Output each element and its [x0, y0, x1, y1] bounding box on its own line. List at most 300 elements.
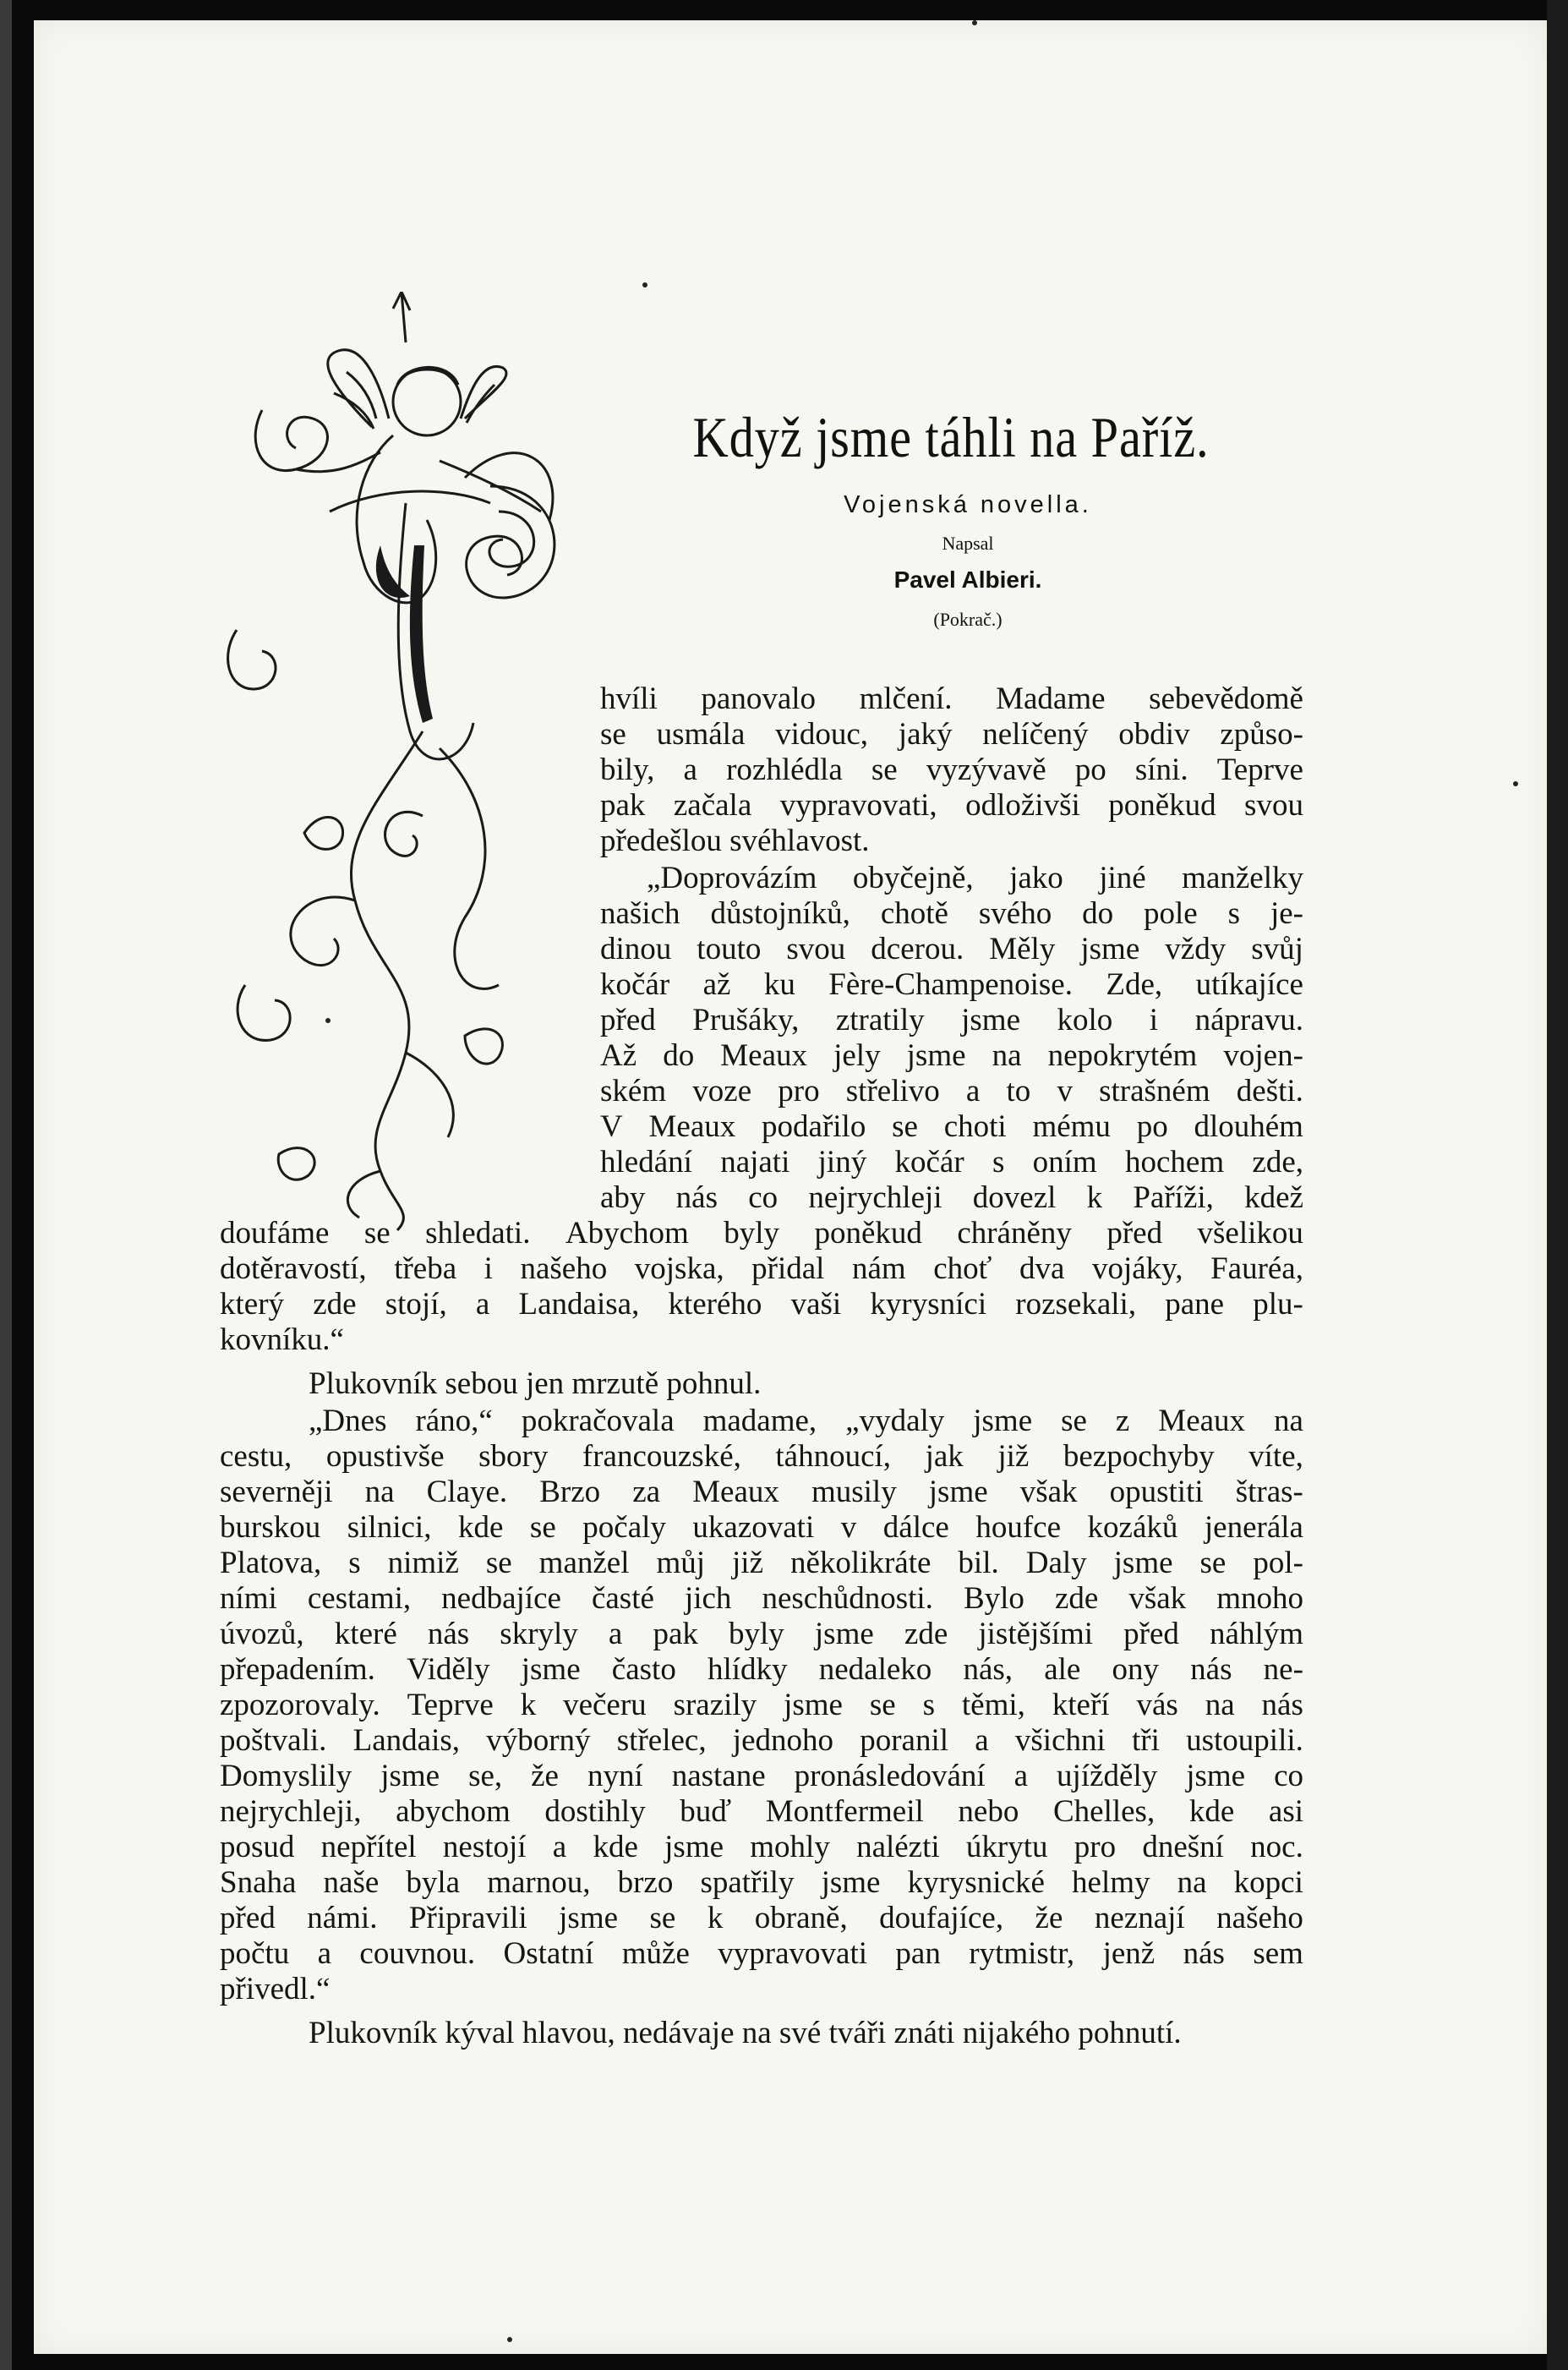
word: zde	[313, 1287, 357, 1322]
word: choť	[933, 1251, 992, 1286]
word: nás	[1183, 1936, 1225, 1971]
word: Zde,	[1106, 967, 1163, 1002]
word: opustivše	[325, 1439, 445, 1474]
word: ku	[763, 967, 795, 1002]
word: nápravu.	[1194, 1003, 1303, 1037]
word: nyní	[587, 1759, 643, 1793]
body-line: přivedl.“	[220, 1972, 331, 2006]
word: střelec,	[616, 1723, 707, 1758]
word: střelivo	[845, 1074, 940, 1108]
word: jiný	[817, 1145, 867, 1180]
word: jsme	[814, 1617, 874, 1651]
word: jsme	[559, 1901, 619, 1935]
word: večeru	[563, 1688, 647, 1722]
word: ními	[220, 1581, 277, 1616]
word: severněji	[220, 1475, 333, 1509]
word: touto	[697, 932, 762, 966]
word: kopci	[1233, 1865, 1303, 1900]
word: a	[975, 1723, 989, 1758]
word: Připravili	[408, 1901, 527, 1935]
word: sbory	[478, 1439, 549, 1474]
word: náhlým	[1210, 1617, 1303, 1651]
body-line	[220, 1654, 1303, 1685]
word: může	[621, 1936, 690, 1971]
word: kteří	[1052, 1688, 1110, 1722]
word: Chelles,	[1052, 1794, 1156, 1829]
word: strašném	[1099, 1074, 1210, 1108]
word: Ostatní	[503, 1936, 594, 1971]
body-line: Plukovník sebou jen mrzutě pohnul.	[309, 1366, 762, 1401]
word: Landais,	[352, 1723, 461, 1758]
word: Daly	[1025, 1546, 1087, 1580]
ink-speck	[642, 282, 647, 287]
word: počtu	[220, 1936, 290, 1971]
vine-tendril	[347, 1053, 453, 1218]
word: všichni	[1014, 1723, 1106, 1758]
word: to	[1006, 1074, 1031, 1108]
word: sebevědomě	[1149, 681, 1303, 716]
word: podařilo	[762, 1109, 866, 1144]
word: všelikou	[1197, 1216, 1303, 1251]
cherub-body	[357, 435, 436, 603]
body-line	[220, 1512, 1303, 1543]
word: marnou,	[487, 1865, 591, 1900]
word: svou	[786, 932, 846, 966]
word: Prušáky,	[692, 1003, 800, 1037]
word: skryly	[500, 1617, 578, 1651]
word: brzo	[617, 1865, 674, 1900]
word: ony	[1112, 1652, 1159, 1687]
word: bezpochyby	[1063, 1439, 1215, 1474]
word: musily	[811, 1475, 897, 1509]
body-line	[600, 719, 1303, 750]
vine-leaf-3	[278, 1148, 314, 1180]
word: kde	[1188, 1794, 1235, 1829]
word: oním	[1032, 1145, 1097, 1180]
word: kočár	[894, 1145, 964, 1180]
word: vidouc,	[775, 717, 869, 752]
body-line	[600, 1040, 1303, 1071]
word: již	[732, 1546, 764, 1580]
word: dinou	[600, 932, 672, 966]
word: a	[608, 1617, 623, 1651]
word: se	[649, 1901, 676, 1935]
word: jsme	[973, 1404, 1033, 1438]
word: jednoho	[732, 1723, 833, 1758]
word: vypravovati	[718, 1936, 868, 1971]
word: pokračovala	[521, 1404, 675, 1438]
body-line	[600, 1147, 1303, 1178]
word: abychom	[396, 1794, 511, 1829]
word: cestu,	[220, 1439, 292, 1474]
body-line	[600, 790, 1303, 821]
stem-shadow	[410, 545, 433, 723]
word: dlouhém	[1194, 1109, 1303, 1144]
word: se	[869, 1688, 896, 1722]
word: svou	[1244, 788, 1303, 823]
word: kde	[457, 1510, 504, 1545]
word: však	[1019, 1475, 1078, 1509]
word: svůj	[1251, 932, 1303, 966]
word: kozáků	[1087, 1510, 1178, 1545]
word: dnešní	[1142, 1830, 1224, 1864]
word: časté	[591, 1581, 654, 1616]
word: za	[632, 1475, 661, 1509]
word: a	[475, 1287, 490, 1322]
body-line	[220, 1938, 1303, 1969]
word: Abychom	[565, 1216, 689, 1251]
body-line	[220, 1867, 1303, 1898]
word: ujížděly	[1057, 1759, 1158, 1793]
body-line	[220, 1725, 1303, 1756]
body-line	[600, 1111, 1303, 1142]
word: rozhlédla	[726, 753, 843, 787]
word: V	[600, 1109, 623, 1144]
word: výborný	[486, 1723, 591, 1758]
word: jsme	[1080, 932, 1140, 966]
letter-t-bar	[330, 491, 490, 512]
word: a	[965, 1074, 981, 1108]
word: našich	[600, 896, 680, 931]
word: často	[611, 1652, 676, 1687]
word: nejrychleji,	[220, 1794, 362, 1829]
word: je-	[1270, 896, 1303, 931]
word: Teprve	[407, 1688, 494, 1722]
word: do	[663, 1038, 695, 1073]
word: mému	[1032, 1109, 1111, 1144]
cherub-hair	[397, 367, 458, 385]
word: chráněny	[957, 1216, 1072, 1251]
word: Montfermeil	[765, 1794, 924, 1829]
word: opustiti	[1109, 1475, 1204, 1509]
word: silnici,	[347, 1510, 432, 1545]
word: důstojníků,	[710, 896, 850, 931]
word: rytmistr,	[969, 1936, 1075, 1971]
ornament-strokes	[228, 292, 555, 1230]
word: jenerála	[1204, 1510, 1303, 1545]
word: spatřily	[700, 1865, 795, 1900]
word: Fère-Champenoise.	[828, 967, 1073, 1002]
word: v	[1057, 1074, 1073, 1108]
word: síni.	[1134, 753, 1188, 787]
word: i	[1149, 1003, 1159, 1037]
word: byly	[724, 1216, 780, 1251]
word: nebo	[958, 1794, 1019, 1829]
word: nás	[1261, 1688, 1303, 1722]
word: na	[1274, 1404, 1303, 1438]
word: usmála	[656, 717, 746, 752]
word: hledání	[600, 1145, 692, 1180]
left-page-edge	[0, 0, 12, 2370]
word: a	[683, 753, 697, 787]
word: jsme	[521, 1652, 581, 1687]
word: kde	[593, 1830, 638, 1864]
word: „vydaly	[845, 1404, 945, 1438]
word: Claye.	[426, 1475, 508, 1509]
word: Viděly	[407, 1652, 490, 1687]
body-line: předešlou svéhlavost.	[600, 824, 870, 858]
word: před	[220, 1901, 276, 1935]
word: jsme	[906, 1038, 966, 1073]
word: nedaleko	[818, 1652, 932, 1687]
word: Meaux	[1158, 1404, 1246, 1438]
word: houfce	[975, 1510, 1061, 1545]
word: francouzské,	[582, 1439, 741, 1474]
ink-speck	[1513, 781, 1518, 786]
body-line	[220, 1760, 1303, 1792]
word: nás	[675, 1180, 718, 1215]
word: zpozorovaly.	[220, 1688, 380, 1722]
body-line	[220, 1547, 1303, 1579]
word: že	[531, 1759, 559, 1793]
word: ne-	[1263, 1652, 1303, 1687]
decorative-initial-ornament	[211, 292, 592, 1239]
word: nedbajíce	[441, 1581, 561, 1616]
word: před	[1106, 1216, 1163, 1251]
word: dotěravostí,	[220, 1251, 367, 1286]
word: nastane	[671, 1759, 766, 1793]
word: pole	[1144, 896, 1198, 931]
ink-speck	[507, 2337, 512, 2342]
word: kdež	[1244, 1180, 1303, 1215]
word: bily,	[600, 753, 655, 787]
word: vypravovati,	[779, 788, 937, 823]
body-line	[220, 1902, 1303, 1934]
word: víte,	[1248, 1439, 1303, 1474]
word: táhnoucí,	[775, 1439, 892, 1474]
word: z	[1115, 1404, 1130, 1438]
left-wing	[328, 350, 389, 429]
word: pak	[653, 1617, 698, 1651]
vine-leaf-1	[304, 817, 343, 849]
word: byla	[406, 1865, 461, 1900]
word: panovalo	[701, 681, 817, 716]
right-wing	[461, 366, 506, 423]
word: k	[1086, 1180, 1103, 1215]
word: před	[600, 1003, 656, 1037]
article-heading	[592, 406, 1310, 631]
word: nalézti	[856, 1830, 940, 1864]
word: jsme	[664, 1830, 724, 1864]
word: který	[220, 1287, 285, 1322]
word: se	[600, 717, 626, 752]
body-line	[220, 1289, 1303, 1320]
word: s	[922, 1688, 935, 1722]
word: Platova,	[220, 1546, 322, 1580]
word: s	[348, 1546, 361, 1580]
word: nelíčený	[982, 717, 1089, 752]
word: obyčejně,	[852, 861, 974, 895]
word: kterého	[668, 1287, 762, 1322]
word: těmi,	[961, 1688, 1025, 1722]
word: Domyslily	[220, 1759, 352, 1793]
word: jsme	[380, 1759, 440, 1793]
word: před	[1123, 1617, 1179, 1651]
word: buď	[680, 1794, 732, 1829]
word: jako	[1009, 861, 1063, 895]
word: mnoho	[1216, 1581, 1303, 1616]
word: jsme	[928, 1475, 988, 1509]
word: se	[871, 753, 898, 787]
word: voze	[692, 1074, 752, 1108]
word: dva	[1019, 1251, 1065, 1286]
word: s	[1227, 896, 1241, 931]
word: a	[1013, 1759, 1029, 1793]
word: ztratily	[835, 1003, 925, 1037]
word: dcerou.	[871, 932, 964, 966]
ink-speck	[972, 20, 977, 25]
word: jiné	[1099, 861, 1146, 895]
word: choti	[943, 1109, 1007, 1144]
word: až	[702, 967, 731, 1002]
word: aby	[600, 1180, 646, 1215]
body-line	[220, 1441, 1303, 1472]
word: doufáme	[220, 1216, 330, 1251]
word: vojen-	[1223, 1038, 1303, 1073]
word: obdiv	[1118, 717, 1190, 752]
word: nám	[852, 1251, 906, 1286]
word: madame,	[702, 1404, 817, 1438]
word: Paříži,	[1133, 1180, 1214, 1215]
word: dešti.	[1236, 1074, 1303, 1108]
word: můj	[656, 1546, 706, 1580]
word: Brzo	[539, 1475, 601, 1509]
word: pro	[1074, 1830, 1117, 1864]
word: jsme	[1186, 1759, 1246, 1793]
body-line	[600, 969, 1303, 1000]
vine-leaf-2	[465, 1029, 502, 1064]
word: nestojí	[442, 1830, 527, 1864]
word: couvnou.	[359, 1936, 476, 1971]
word: kolo	[1057, 1003, 1113, 1037]
foliage-lower	[238, 985, 290, 1040]
word: pro	[778, 1074, 820, 1108]
word: Fauréa,	[1210, 1251, 1303, 1286]
body-line	[600, 1004, 1303, 1036]
body-line	[220, 1253, 1303, 1284]
word: se,	[468, 1759, 503, 1793]
word: Bylo	[963, 1581, 1024, 1616]
body-line: kovníku.“	[220, 1322, 344, 1357]
word: však	[1128, 1581, 1187, 1616]
article-subtitle: Vojenská novella.	[844, 490, 1092, 518]
word: srazily	[673, 1688, 757, 1722]
word: způso-	[1220, 717, 1303, 752]
word: do	[1082, 896, 1114, 931]
word: co	[748, 1180, 779, 1215]
word: pane	[1165, 1287, 1225, 1322]
word: byly	[729, 1617, 784, 1651]
word: jaký	[898, 717, 953, 752]
right-page-edge	[1547, 0, 1568, 2370]
word: asi	[1268, 1794, 1303, 1829]
word: ráno,“	[415, 1404, 493, 1438]
body-line	[220, 1218, 1303, 1249]
word: plu-	[1253, 1287, 1303, 1322]
word: neschůdnosti.	[762, 1581, 933, 1616]
body-line	[600, 898, 1303, 929]
word: přidal	[751, 1251, 825, 1286]
word: Snaha	[220, 1865, 297, 1900]
word: úvozů,	[220, 1617, 304, 1651]
word: poštvali.	[220, 1723, 327, 1758]
word: jsme	[784, 1688, 843, 1722]
word: posud	[220, 1830, 295, 1864]
word: nás	[1190, 1652, 1232, 1687]
word: našeho	[1216, 1901, 1303, 1935]
word: pan	[895, 1936, 941, 1971]
word: nejrychleji	[808, 1180, 942, 1215]
word: jsme	[821, 1865, 881, 1900]
word: jistějšími	[978, 1617, 1094, 1651]
word: našeho	[520, 1251, 608, 1286]
word: se	[363, 1216, 391, 1251]
word: neznají	[1094, 1901, 1185, 1935]
word: Madame	[996, 681, 1106, 716]
word: pol-	[1253, 1546, 1303, 1580]
article-title: Když jsme táhli na Paříž.	[692, 405, 1210, 469]
word: stojí,	[385, 1287, 447, 1322]
word: helmy	[1072, 1865, 1150, 1900]
word: po	[1074, 753, 1106, 787]
word: štras-	[1235, 1475, 1303, 1509]
word: jely	[833, 1038, 881, 1073]
word: poněkud	[814, 1216, 922, 1251]
word: se	[1061, 1404, 1087, 1438]
word: Až	[600, 1038, 637, 1073]
word: ukazovati	[692, 1510, 815, 1545]
word: na	[1205, 1688, 1235, 1722]
word: Teprve	[1216, 753, 1303, 787]
word: ale	[1044, 1652, 1081, 1687]
word: „Dnes	[309, 1404, 387, 1438]
word: jak	[925, 1439, 964, 1474]
word: shledati.	[425, 1216, 531, 1251]
body-line	[220, 1583, 1303, 1614]
word: jsme	[961, 1003, 1021, 1037]
foliage-left	[228, 630, 276, 689]
word: tři	[1132, 1723, 1160, 1758]
word: se	[892, 1109, 918, 1144]
word: zde	[1054, 1581, 1099, 1616]
word: v	[840, 1510, 857, 1545]
word: vojáky,	[1091, 1251, 1183, 1286]
word: ustoupili.	[1186, 1723, 1303, 1758]
word: jsme	[1113, 1546, 1173, 1580]
word: vždy	[1165, 932, 1227, 966]
word: poněkud	[1108, 788, 1216, 823]
vine-branch-right	[440, 748, 499, 989]
author-name: Pavel Albieri.	[893, 566, 1042, 593]
word: nepokrytém	[1047, 1038, 1198, 1073]
word: odloživši	[965, 788, 1080, 823]
word: manželky	[1182, 861, 1303, 895]
word: na	[992, 1038, 1022, 1073]
word: „Doprovázím	[647, 861, 817, 895]
word: dostihly	[544, 1794, 646, 1829]
word: hochem	[1124, 1145, 1225, 1180]
word: se	[1199, 1546, 1227, 1580]
word: svého	[978, 896, 1052, 931]
word: vaši	[790, 1287, 842, 1322]
word: kyrysnické	[907, 1865, 1045, 1900]
vine-swirl-mid	[385, 812, 423, 856]
word: bil.	[958, 1546, 999, 1580]
body-line	[647, 862, 1303, 894]
word: kyrysníci	[870, 1287, 987, 1322]
ornament-fills	[376, 545, 433, 723]
word: vás	[1136, 1688, 1178, 1722]
